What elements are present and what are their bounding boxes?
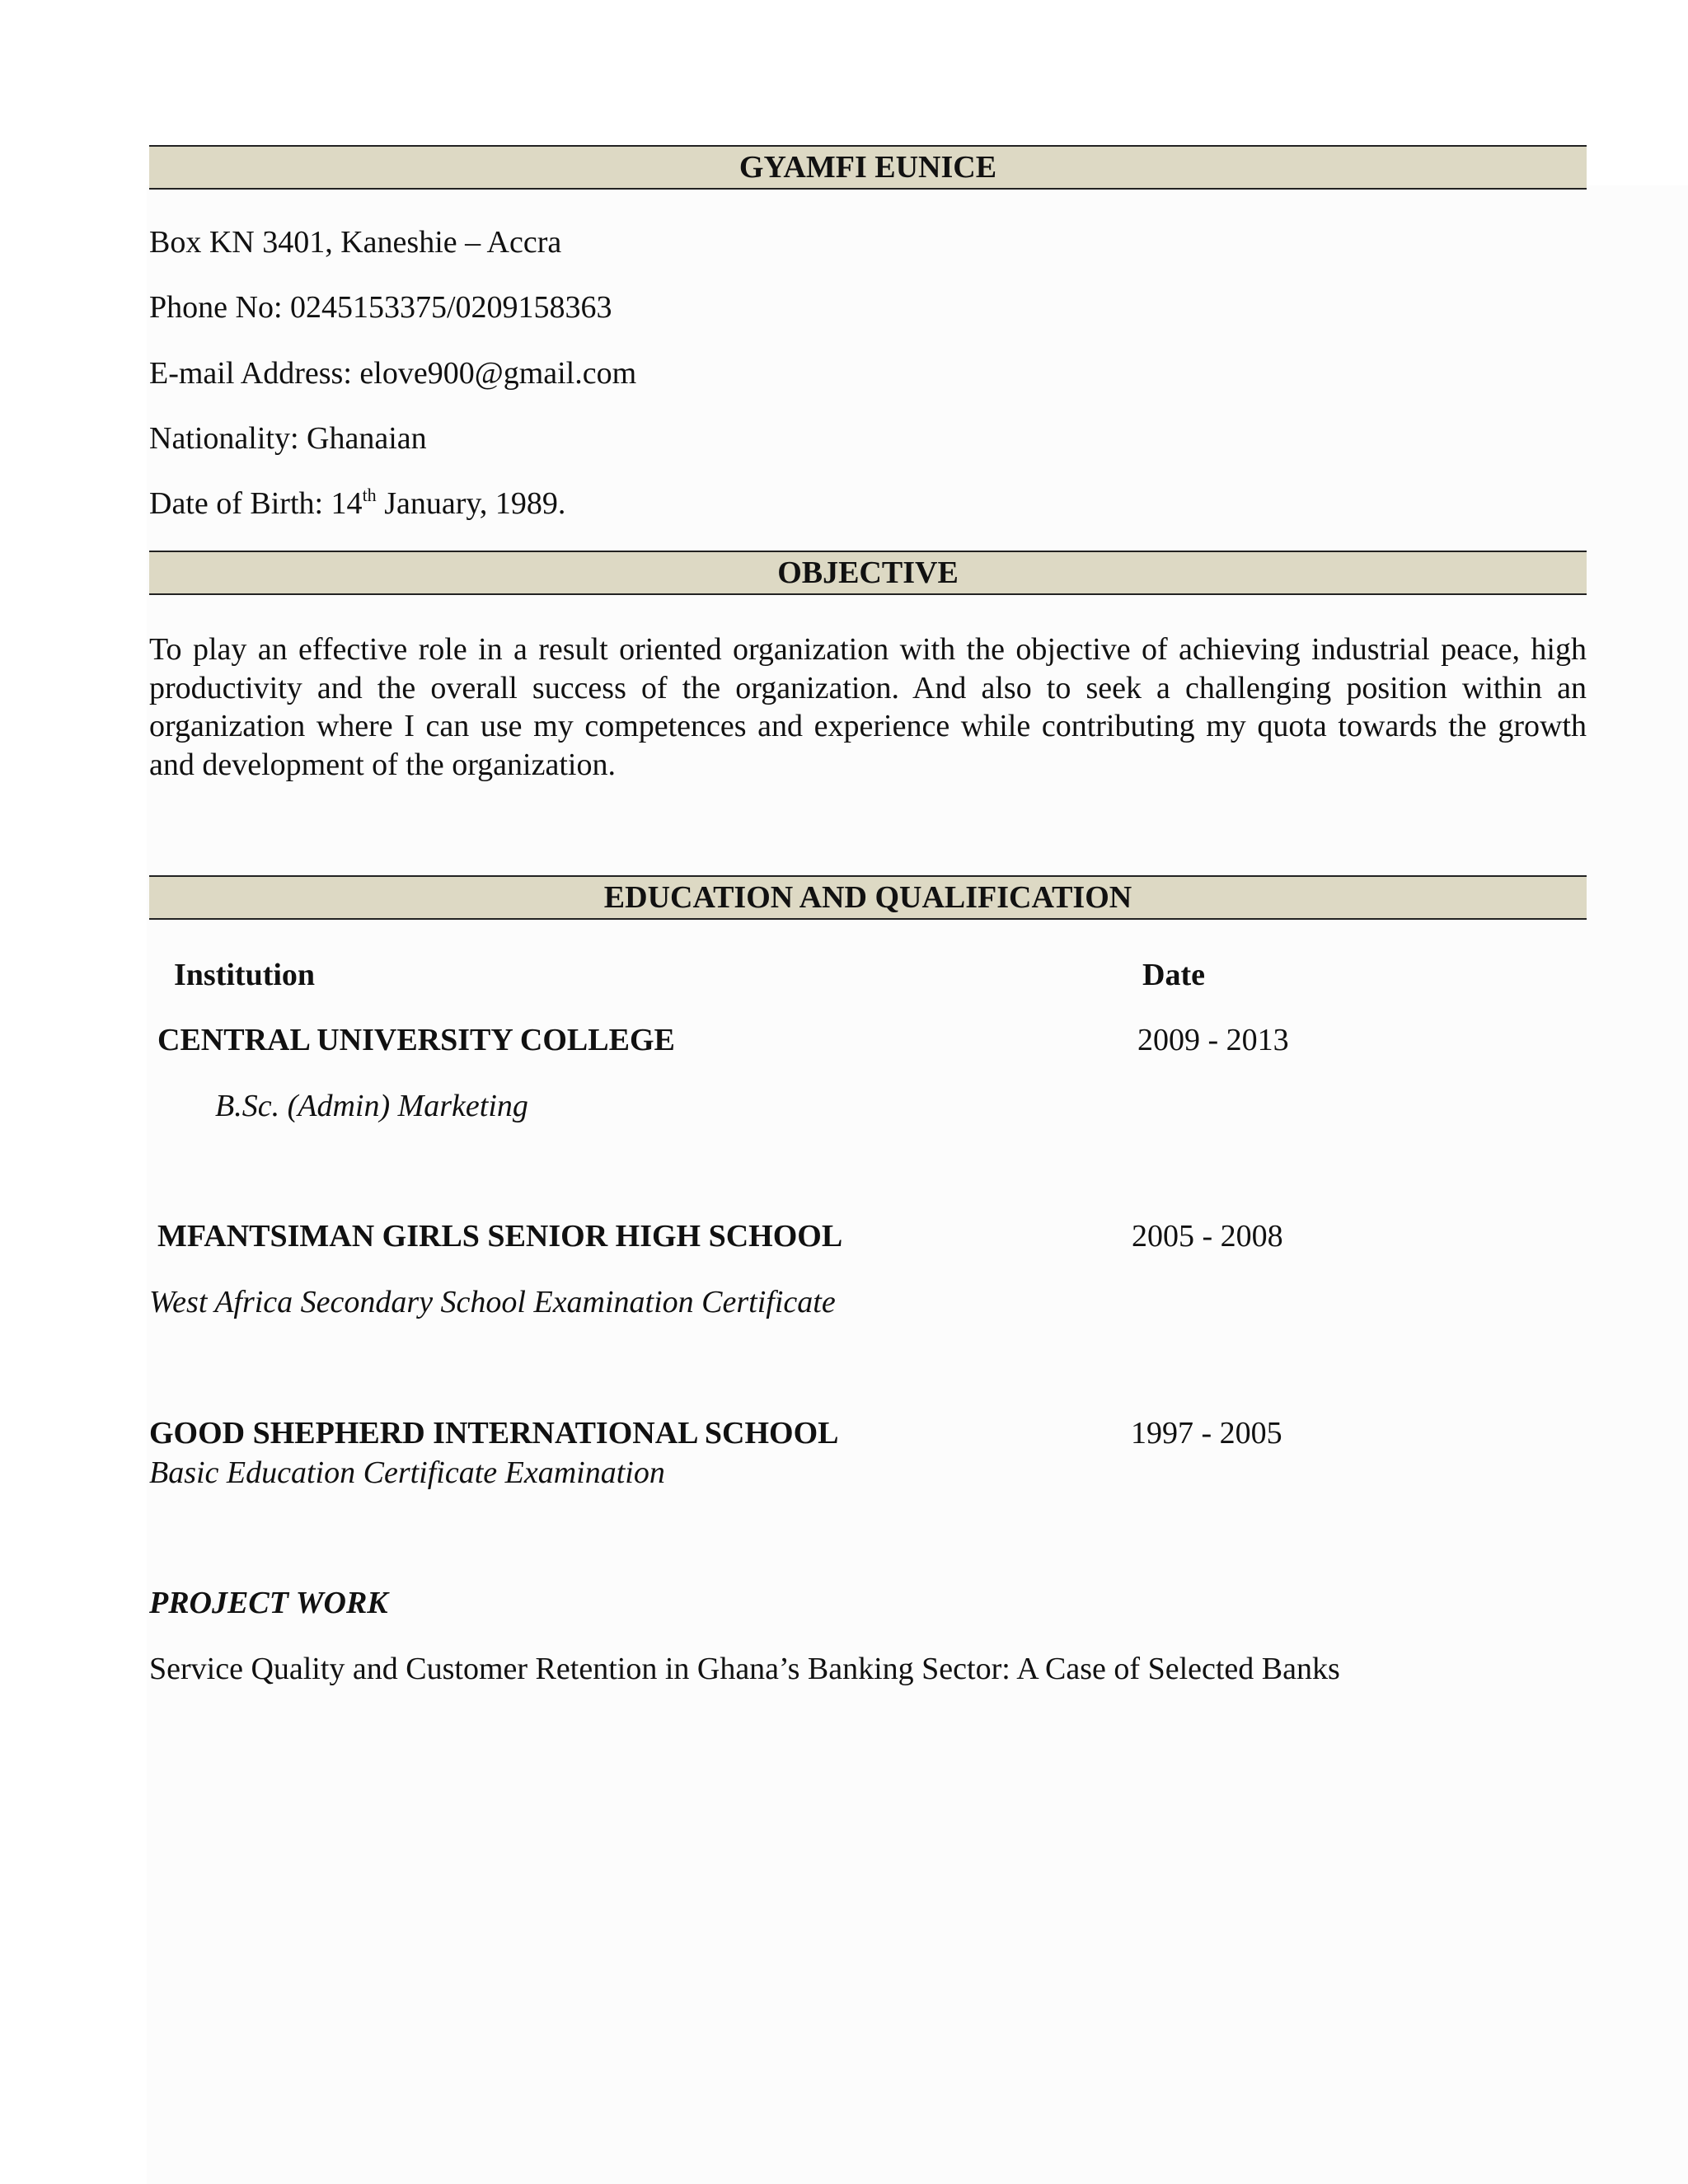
education-date: 2009 - 2013 <box>1137 1023 1289 1057</box>
education-date: 2005 - 2008 <box>1132 1219 1283 1254</box>
contact-email: E-mail Address: elove900@gmail.com <box>149 356 637 391</box>
project-work-heading: PROJECT WORK <box>149 1586 388 1620</box>
contact-address: Box KN 3401, Kaneshie – Accra <box>149 225 562 260</box>
institution-name: CENTRAL UNIVERSITY COLLEGE <box>157 1023 675 1057</box>
dob-suffix: January, 1989. <box>376 486 566 521</box>
dob-ordinal: th <box>362 485 377 505</box>
education-header-bar <box>149 875 1587 920</box>
education-heading: EDUCATION AND QUALIFICATION <box>603 880 1132 915</box>
institution-name: GOOD SHEPHERD INTERNATIONAL SCHOOL <box>149 1416 839 1451</box>
dob-prefix: Date of Birth: 14 <box>149 486 363 521</box>
qualification-name: Basic Education Certificate Examination <box>149 1455 665 1490</box>
name-header-bar <box>149 145 1587 190</box>
contact-phone: Phone No: 0245153375/0209158363 <box>149 290 612 325</box>
institution-name: MFANTSIMAN GIRLS SENIOR HIGH SCHOOL <box>157 1219 843 1254</box>
objective-header-bar <box>149 551 1587 595</box>
contact-nationality: Nationality: Ghanaian <box>149 421 427 456</box>
column-header-date: Date <box>1142 958 1205 992</box>
qualification-name: West Africa Secondary School Examination Certificate <box>149 1285 836 1319</box>
education-date: 1997 - 2005 <box>1131 1416 1282 1451</box>
project-work-title: Service Quality and Customer Retention in Ghana’s Banking Sector: A Case of Selected Banks <box>149 1652 1340 1686</box>
qualification-name: B.Sc. (Admin) Marketing <box>215 1089 528 1123</box>
contact-date-of-birth <box>149 485 565 523</box>
column-header-institution: Institution <box>174 958 316 992</box>
objective-text: To play an effective role in a result oriented organization with the objective of achieving industrial peace, high productivity and the overall success of the organization. And also to seek a challenging position within an organization where I can use my competences and experience while contributing my quota towards the growth and development of the organization. <box>149 632 1587 782</box>
candidate-name: GYAMFI EUNICE <box>738 150 997 185</box>
objective-heading: OBJECTIVE <box>777 555 959 590</box>
